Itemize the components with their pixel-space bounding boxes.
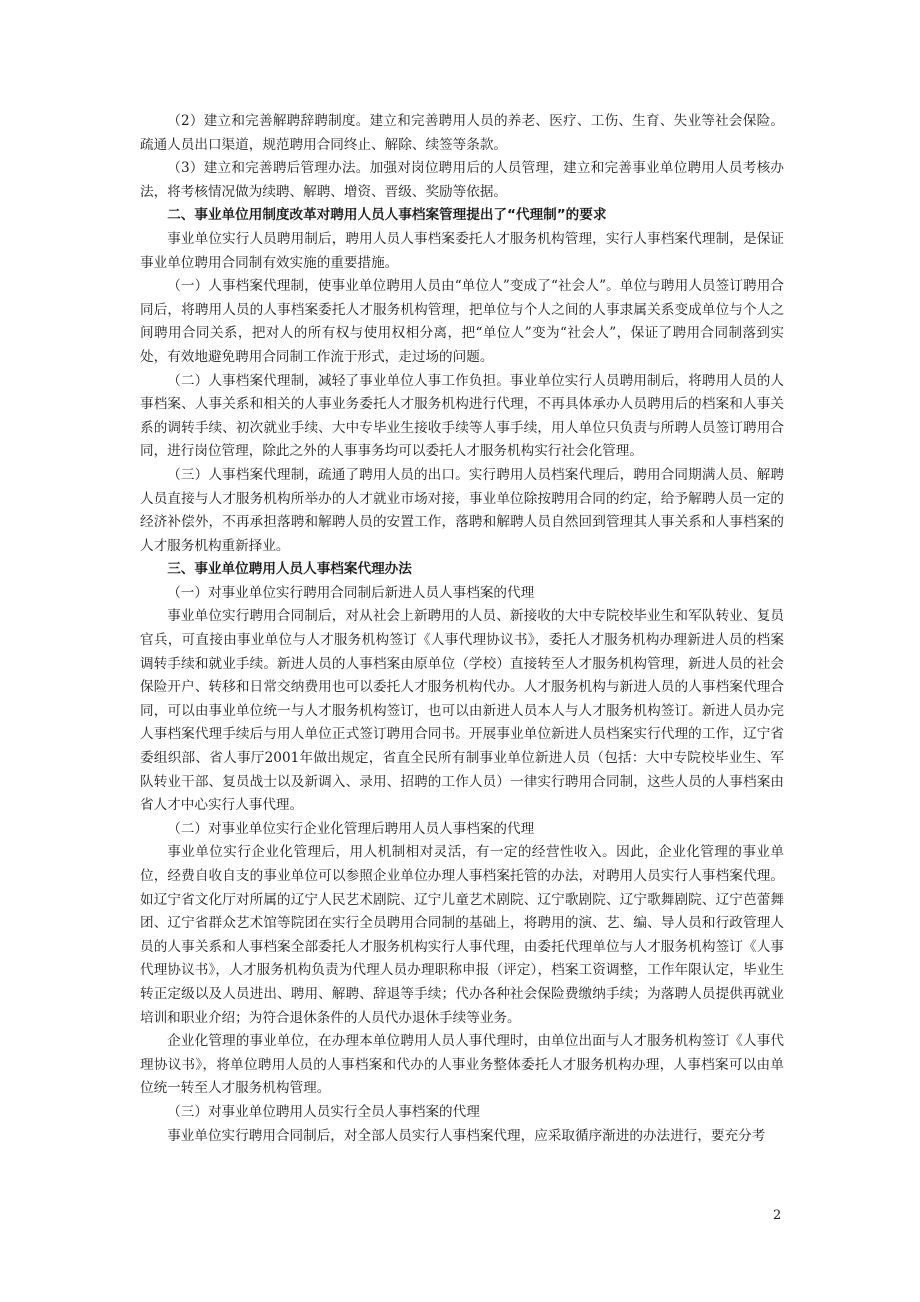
paragraph: 事业单位实行聘用合同制后，对全部人员实行人事档案代理，应采取循序渐进的办法进行，要充分考 [167, 1127, 766, 1144]
paragraph: （二）对事业单位实行企业化管理后聘用人员人事档案的代理 [167, 820, 535, 837]
paragraph: （一）人事档案代理制，使事业单位聘用人员由“单位人”变成了“社会人”。单位与聘用人员签订聘用合同后，将聘用人员的人事档案委托人才服务机构管理，把单位与个人之间的人事隶属关系变成单位与个人之间聘用合同关系，把对人的所有权与使用权相分离，把“单位人”变为“社会人”，保证了聘用合同制落到实处，有效地避免聘用合同制工作流于形式，走过场的问题。 [140, 278, 784, 365]
paragraph: 事业单位实行聘用合同制后，对从社会上新聘用的人员、新接收的大中专院校毕业生和军队转业、复员官兵，可直接由事业单位与人才服务机构签订《人事代理协议书》，委托人才服务机构办理新进人员的档案调转手续和就业手续。新进人员的人事档案由原单位（学校）直接转至人才服务机构管理，新进人员的社会保险开户、转移和日常交纳费用也可以委托人才服务机构代办。人才服务机构与新进人员的人事档案代理合同，可以由事业单位统一与人才服务机构签订，也可以由新进人员本人与人才服务机构签订。新进人员办完人事档案代理手续后与用人单位正式签订聘用合同书。开展事业单位新进人员档案实行代理的工作，辽宁省委组织部、省人事厅2001年做出规定，省直全民所有制事业单位新进人员（包括：大中专院校毕业生、军队转业干部、复员战士以及新调入、录用、招聘的工作人员）一律实行聘用合同制，这些人员的人事档案由省人才中心实行人事代理。 [140, 608, 784, 814]
paragraph: 事业单位实行人员聘用制后，聘用人员人事档案委托人才服务机构管理，实行人事档案代理制，是保证事业单位聘用合同制有效实施的重要措施。 [140, 230, 784, 271]
page-number: 2 [773, 1208, 782, 1223]
paragraph: （三）人事档案代理制，疏通了聘用人员的出口。实行聘用人员档案代理后，聘用合同期满人员、解聘人员直接与人才服务机构所举办的人才就业市场对接，事业单位除按聘用合同的约定，给予解聘人员一定的经济补偿外，不再承担落聘和解聘人员的安置工作，落聘和解聘人员自然回到管理其人事关系和人事档案的人才服务机构重新择业。 [140, 466, 784, 554]
paragraph: （一）对事业单位实行聘用合同制后新进人员人事档案的代理 [167, 584, 535, 601]
paragraph: （3）建立和完善聘后管理办法。加强对岗位聘用后的人员管理，建立和完善事业单位聘用人员考核办法，将考核情况做为续聘、解聘、增资、晋级、奖励等依据。 [140, 160, 784, 200]
paragraph: （2）建立和完善解聘辞聘制度。建立和完善聘用人员的养老、医疗、工伤、生育、失业等社会保险。疏通人员出口渠道，规范聘用合同终止、解除、续签等条款。 [140, 113, 784, 153]
paragraph: 企业化管理的事业单位，在办理本单位聘用人员人事代理时，由单位出面与人才服务机构签订《人事代理协议书》，将单位聘用人员的人事档案和代办的人事业务整体委托人才服务机构办理，人事档案可以由单位统一转至人才服务机构管理。 [140, 1033, 784, 1097]
paragraph: （三）对事业单位聘用人员实行全员人事档案的代理 [167, 1103, 480, 1120]
paragraph: （二）人事档案代理制，减轻了事业单位人事工作负担。事业单位实行人员聘用制后，将聘用人员的人事档案、人事关系和相关的人事业务委托人才服务机构进行代理，不再具体承办人员聘用后的档案和人事关系的调转手续、初次就业手续、大中专毕业生接收手续等人事手续，用人单位只负责与所聘人员签订聘用合同，进行岗位管理，除此之外的人事事务均可以委托人才服务机构实行社会化管理。 [140, 372, 784, 460]
paragraph: 事业单位实行企业化管理后，用人机制相对灵活，有一定的经营性收入。因此，企业化管理的事业单位，经费自收自支的事业单位可以参照企业单位办理人事档案托管的办法，对聘用人员实行人事档案代理。如辽宁省文化厅对所属的辽宁人民艺术剧院、辽宁儿童艺术剧院、辽宁歌剧院、辽宁歌舞剧院、辽宁芭蕾舞团、辽宁省群众艺术馆等院团在实行全员聘用合同制的基础上，将聘用的演、艺、编、导人员和行政管理人员的人事关系和人事档案全部委托人才服务机构实行人事代理，由委托代理单位与人才服务机构签订《人事代理协议书》，人才服务机构负责为代理人员办理职称申报（评定），档案工资调整，工作年限认定，毕业生转正定级以及人员进出、聘用、解聘、辞退等手续；代办各种社会保险费缴纳手续；为落聘人员提供再就业培训和职业介绍；为符合退休条件的人员代办退休手续等业务。 [140, 844, 784, 1026]
section-heading: 三、事业单位聘用人员人事档案代理办法 [167, 561, 412, 578]
document-body [140, 110, 784, 1148]
section-heading: 二、事业单位用制度改革对聘用人员人事档案管理提出了“代理制”的要求 [167, 207, 607, 224]
